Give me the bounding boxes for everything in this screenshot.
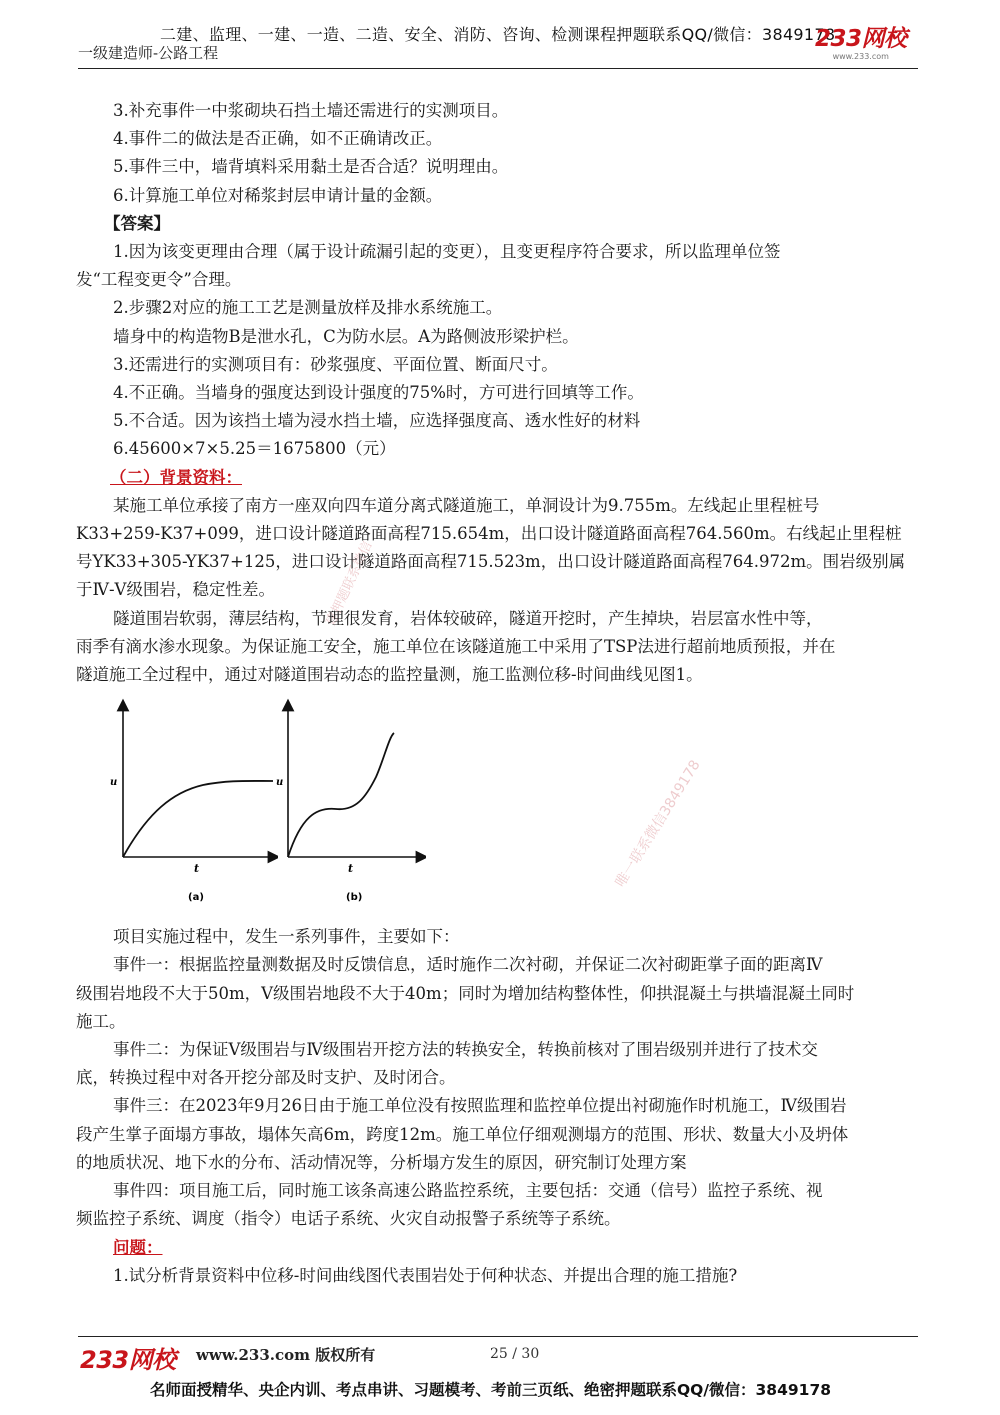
figure-b-ylabel: u <box>276 777 284 789</box>
answer-5: 5.不合适。因为该挡土墙为浸水挡土墙，应选择强度高、透水性好的材料 <box>113 411 641 431</box>
questions-heading-text: 问题： <box>113 1237 163 1257</box>
event-3-line2: 段产生掌子面塌方事故，塌体矢高6m，跨度12m。施工单位仔细观测塌方的范围、形状、数量大小及坍体 <box>76 1124 849 1144</box>
figure-a-curve <box>123 781 273 857</box>
question-5: 5.事件三中，墙背填料采用黏土是否合适？说明理由。 <box>113 157 509 177</box>
figure-a-xlabel: t <box>194 862 200 876</box>
header-divider <box>78 68 918 69</box>
background-para2-line2: 雨季有滴水渗水现象。为保证施工安全，施工单位在该隧道施工中采用了TSP法进行超前地质预报，并在 <box>76 636 836 656</box>
displacement-time-figures <box>76 697 926 917</box>
section-heading <box>76 464 926 492</box>
answer-1-line-1: 1.因为该变更理由合理（属于设计疏漏引起的变更），且变更程序符合要求，所以监理单位签 <box>113 242 781 262</box>
background-para1-line2: K33+259-K37+099，进口设计隧道路面高程715.654m，出口设计隧道路面高程764.560m。右线起止里程桩 <box>76 524 902 544</box>
event-2-line2: 底，转换过程中对各开挖分部及时支护、及时闭合。 <box>76 1068 456 1088</box>
question-4: 4.事件二的做法是否正确，如不正确请改正。 <box>113 129 443 149</box>
event-1-line2: 级围岩地段不大于50m，Ⅴ级围岩地段不大于40m；同时为增加结构整体性，仰拱混凝土与拱墙混凝土同时 <box>76 983 855 1003</box>
background-para2-line1: 隧道围岩软弱，薄层结构，节理很发育，岩体较破碎，隧道开挖时，产生掉块，岩层富水性中等， <box>113 608 823 628</box>
event-3-line1: 事件三：在2023年9月26日由于施工单位没有按照监理和监控单位提出衬砌施作时机施工，Ⅳ级围岩 <box>113 1096 847 1116</box>
header-subtitle: 一级建造师-公路工程 <box>78 44 219 62</box>
figure-a-ylabel: u <box>110 777 118 789</box>
footer-divider <box>78 1336 918 1337</box>
watermark-2: 建押题联系微信 <box>323 539 376 629</box>
question-1: 1.试分析背景资料中位移-时间曲线图代表围岩处于何种状态、并提出合理的施工措施? <box>113 1265 738 1285</box>
footer-site-link[interactable]: www.233.com 版权所有 <box>196 1346 376 1364</box>
questions-heading <box>76 1234 926 1262</box>
event-4-line2: 频监控子系统、调度（指令）电话子系统、火灾自动报警子系统等子系统。 <box>76 1209 621 1229</box>
question-6: 6.计算施工单位对稀浆封层申请计量的金额。 <box>113 185 443 205</box>
header-contact-line: 二建、监理、一建、一造、二造、安全、消防、咨询、检测课程押题联系QQ/微信：3849178 <box>160 25 836 44</box>
figure-b-caption: (b) <box>346 892 363 904</box>
footer-logo[interactable]: 233网校 <box>80 1346 176 1374</box>
answer-heading: 【答案】 <box>104 213 170 233</box>
answer-2: 2.步骤2对应的施工工艺是测量放样及排水系统施工。 <box>113 298 503 318</box>
answer-4: 4.不正确。当墙身的强度达到设计强度的75%时，方可进行回填等工作。 <box>113 383 644 403</box>
page-number: 25 / 30 <box>490 1346 540 1362</box>
brand-logo[interactable] <box>815 28 907 61</box>
events-intro: 项目实施过程中，发生一系列事件，主要如下： <box>113 927 460 947</box>
event-3-line3: 的地质状况、地下水的分布、活动情况等，分析塌方发生的原因，研究制订处理方案 <box>76 1152 687 1172</box>
figure-b-curve <box>288 733 394 857</box>
answer-6: 6.45600×7×5.25＝1675800（元） <box>113 439 396 459</box>
background-para1-line3: 号YK33+305-YK37+125，进口设计隧道路面高程715.523m，出口设计隧道路面高程764.972m。围岩级别属 <box>76 552 906 572</box>
figure-a-displacement-curve <box>108 697 278 907</box>
figure-b-displacement-curve <box>276 697 426 907</box>
event-1-line1: 事件一：根据监控量测数据及时反馈信息，适时施作二次衬砌，并保证二次衬砌距掌子面的距离Ⅳ <box>113 955 823 975</box>
figure-a-caption: (a) <box>188 892 204 904</box>
answer-1-line-2: 发“工程变更令”合理。 <box>76 270 242 290</box>
question-3: 3.补充事件一中浆砌块石挡土墙还需进行的实测项目。 <box>113 101 509 120</box>
answer-3: 3.还需进行的实测项目有：砂浆强度、平面位置、断面尺寸。 <box>113 354 558 374</box>
event-4-line1: 事件四：项目施工后，同时施工该条高速公路监控系统，主要包括：交通（信号）监控子系统、视 <box>113 1181 823 1201</box>
answer-2b: 墙身中的构造物B是泄水孔，C为防水层。A为路侧波形梁护栏。 <box>113 326 579 346</box>
section-heading-text: （二）背景资料： <box>110 467 242 487</box>
watermark-1: 唯一联系微信3849178 <box>612 757 704 891</box>
background-para1-line1: 某施工单位承接了南方一座双向四车道分离式隧道施工，单洞设计为9.755m。左线起止里程桩号 <box>113 495 820 515</box>
figure-b-xlabel: t <box>348 862 354 876</box>
footer-promo-line: 名师面授精华、央企内训、考点串讲、习题模考、考前三页纸、绝密押题联系QQ/微信：3849178 <box>150 1381 832 1399</box>
background-para2-line3: 隧道施工全过程中，通过对隧道围岩动态的监控量测，施工监测位移-时间曲线见图1。 <box>76 665 703 685</box>
event-1-line3: 施工。 <box>76 1011 126 1031</box>
logo-text: 233网校 <box>815 26 907 52</box>
background-para1-line4: 于Ⅳ-Ⅴ级围岩，稳定性差。 <box>76 580 275 600</box>
main-content <box>76 97 926 1290</box>
logo-url: www.233.com <box>832 52 889 61</box>
event-2-line1: 事件二：为保证Ⅴ级围岩与Ⅳ级围岩开挖方法的转换安全，转换前核对了围岩级别并进行了技术交 <box>113 1040 818 1060</box>
